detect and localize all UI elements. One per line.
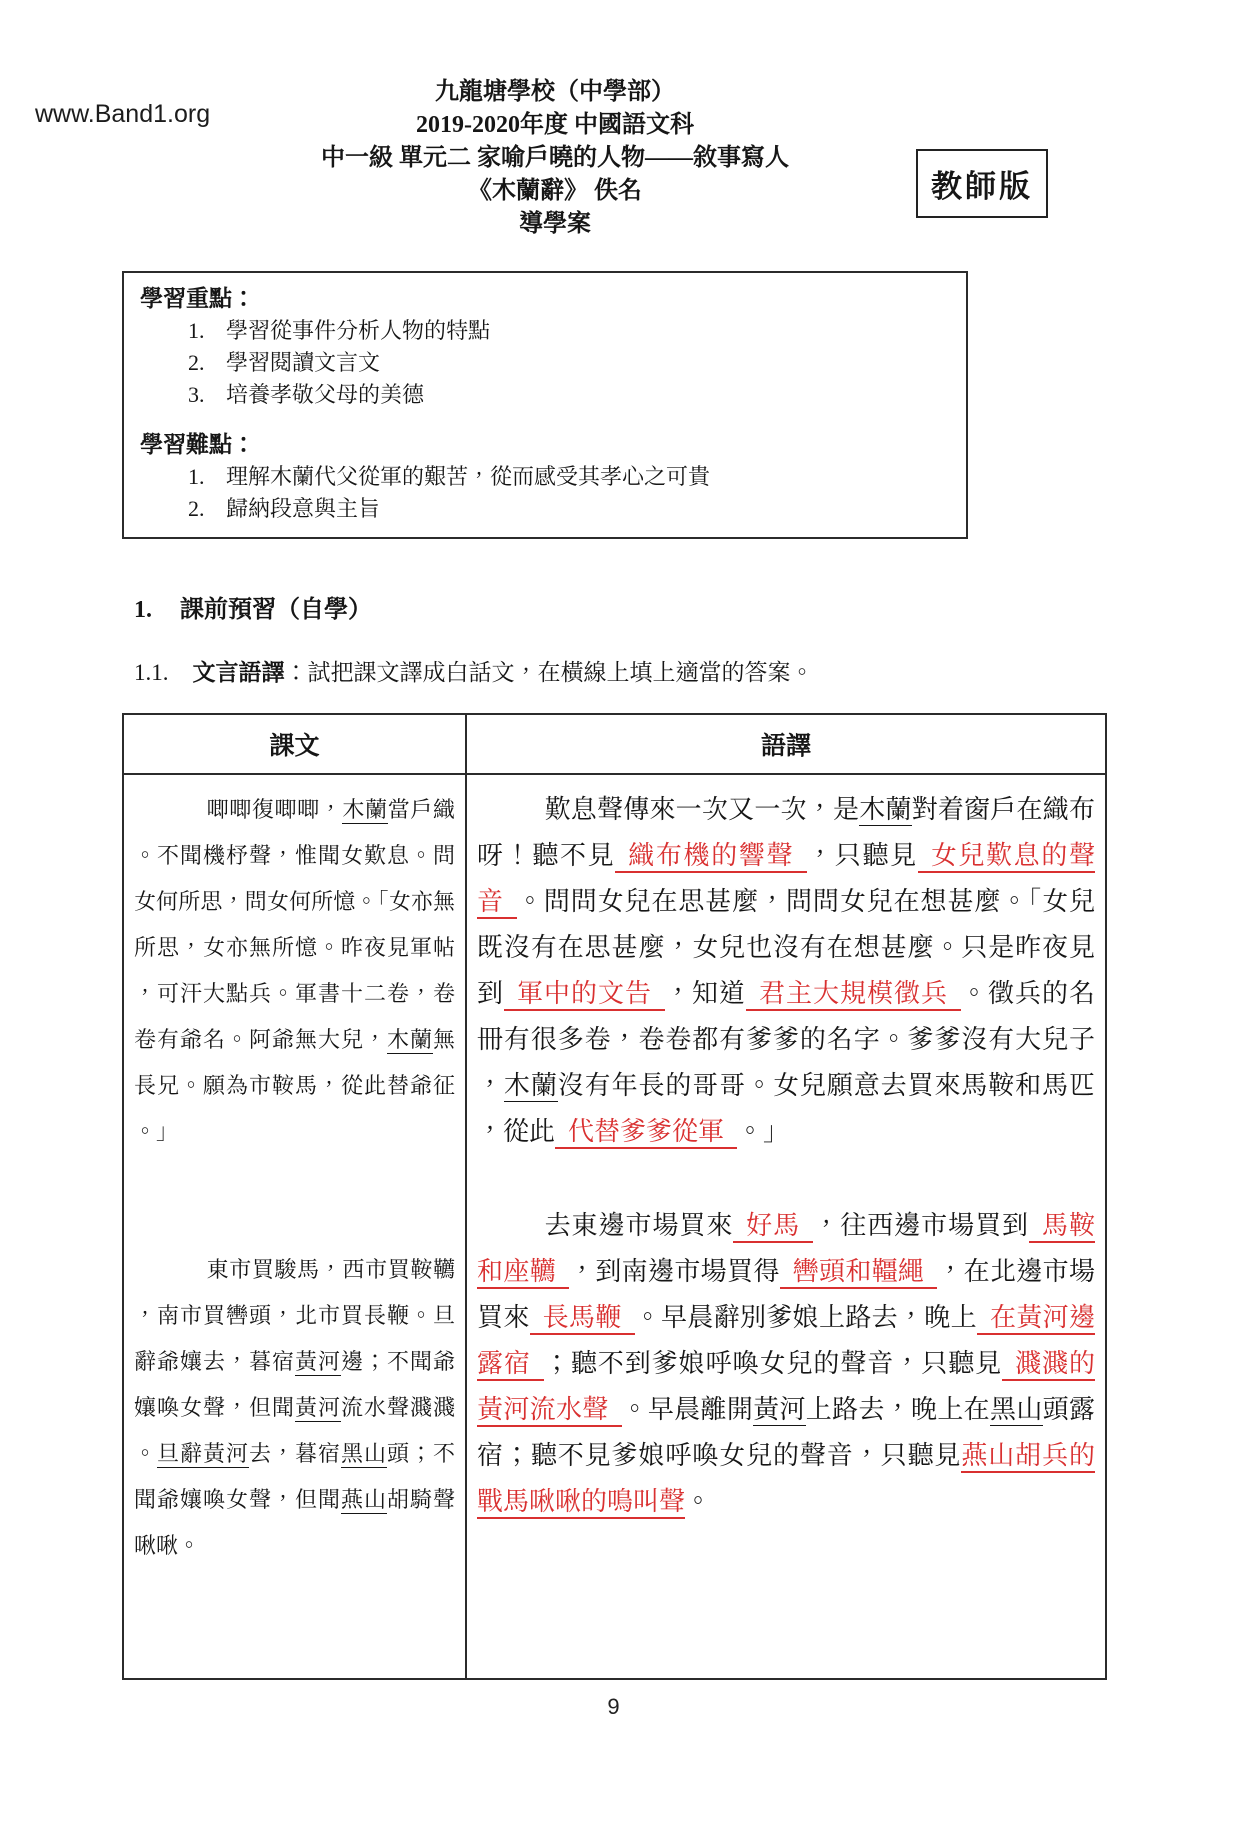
item-text: 培養孝敬父母的美德: [226, 382, 425, 407]
text-segment: 當戶織。不聞機杼聲，惟聞女歎息。問女何所思，問女何所憶。「女亦無所思，女亦無所憶。昨夜見軍帖，可汗大點兵。軍書十二卷，卷卷有爺名。阿爺無大兒，: [134, 797, 455, 1052]
text-segment: ，知道: [664, 979, 746, 1008]
difficulty-item: [140, 493, 950, 525]
proper-noun: 木蘭: [503, 1071, 558, 1100]
proper-noun: 黃河: [753, 1395, 806, 1424]
item-number: 3.: [188, 382, 205, 407]
proper-noun: 燕山: [340, 1487, 387, 1512]
proper-noun: 黃河: [294, 1349, 341, 1374]
proper-noun: 旦辭黃河: [157, 1441, 249, 1466]
text-segment: 歎息聲傳來一次又一次，是: [544, 795, 860, 824]
translation-paragraph-1: [477, 787, 1095, 1155]
translation-table: [122, 713, 1107, 1680]
text-segment: 頭露宿；聽不見爹娘呼喚女兒的聲音，只聽見: [477, 1395, 1095, 1470]
answer-blank: 馬鞍和座韉: [477, 1211, 1095, 1289]
answer-blank: 軍中的文告: [504, 979, 665, 1011]
text-segment: 。」: [737, 1117, 790, 1146]
text-segment: 。: [685, 1487, 712, 1516]
subsection-heading: [134, 654, 1240, 687]
page-number: 9: [607, 1694, 620, 1719]
proper-noun: 木蘭: [342, 797, 388, 822]
answer-blank: 織布機的響聲: [615, 841, 807, 873]
text-segment: 。問問女兒在思甚麼，問問女兒在想甚麼。「女兒既沒有在思甚麼，女兒也沒有在想甚麼。只是昨夜見到: [477, 887, 1095, 1008]
item-text: 理解木蘭代父從軍的艱苦，從而感受其孝心之可貴: [226, 464, 711, 489]
text-segment: 。早晨辭別爹娘上路去，晚上: [634, 1303, 977, 1332]
text-segment: ；聽不到爹娘呼喚女兒的聲音，只聽見: [543, 1349, 1003, 1378]
text-title: 《木蘭辭》 佚名: [468, 178, 642, 204]
item-number: 1.: [188, 464, 205, 489]
text-segment: 流水聲濺濺。: [134, 1395, 455, 1466]
item-text: 學習從事件分析人物的特點: [226, 318, 491, 343]
text-segment: 上路去，晚上在: [805, 1395, 990, 1424]
text-segment: ，往西邊市場買到: [813, 1211, 1029, 1240]
answer-blank: 在黃河邊露宿: [477, 1303, 1095, 1381]
unit-title: 中一級 單元二 家喻戶曉的人物——敘事寫人: [321, 145, 789, 171]
text-segment: 頭；不聞爺孃喚女聲，但聞: [134, 1441, 455, 1512]
text-segment: 對着窗戶在織布呀！聽不見: [477, 795, 1095, 870]
text-segment: 去東邊市場買來: [544, 1211, 734, 1240]
text-segment: 。徵兵的名冊有很多卷，卷卷都有爹爹的名字。爹爹沒有大兒子，: [477, 979, 1095, 1100]
focus-title: 學習重點：: [140, 286, 255, 311]
answer-blank: 濺濺的黃河流水聲: [477, 1349, 1095, 1427]
answer-blank: 燕山胡兵的戰馬啾啾的鳴叫聲: [477, 1441, 1095, 1519]
focus-item: [140, 315, 950, 347]
answer-blank: 好馬: [733, 1211, 813, 1243]
item-number: 2.: [188, 350, 205, 375]
table-body-row: [123, 774, 1106, 1679]
item-text: 歸納段意與主旨: [226, 496, 381, 521]
section-number: 1.: [134, 597, 152, 623]
translation-paragraph-2: [477, 1203, 1095, 1525]
section-heading: [134, 589, 1240, 624]
text-segment: ，只聽見: [807, 841, 918, 870]
focus-item: [140, 379, 950, 411]
proper-noun: 木蘭: [859, 795, 912, 824]
text-segment: ，到南邊市場買得: [569, 1257, 780, 1286]
document-header: [120, 76, 990, 241]
item-number: 2.: [188, 496, 205, 521]
text-segment: ，在北邊市場買來: [477, 1257, 1095, 1332]
table-header-row: [123, 714, 1106, 774]
source-paragraph-2: [134, 1247, 455, 1569]
proper-noun: 黑山: [990, 1395, 1043, 1424]
text-segment: 唧唧復唧唧，: [206, 797, 343, 822]
year-subject: 2019-2020年度 中國語文科: [416, 112, 694, 138]
focus-item: [140, 347, 950, 379]
text-segment: 邊；不聞爺孃喚女聲，但聞: [134, 1349, 455, 1420]
source-column-header: 課文: [123, 714, 466, 774]
translation-column-header: 語譯: [466, 714, 1106, 774]
text-segment: 胡騎聲啾啾。: [134, 1487, 455, 1558]
subsection-description: ：試把課文譯成白話文，在橫線上填上適當的答案。: [284, 660, 814, 685]
difficulty-item: [140, 461, 950, 493]
source-text-cell: [123, 774, 466, 1679]
text-segment: 東市買駿馬，西市買鞍韉，南市買轡頭，北市買長鞭。旦辭爺孃去，暮宿: [134, 1257, 455, 1374]
text-segment: 沒有年長的哥哥。女兒願意去買來馬鞍和馬匹，從此: [477, 1071, 1095, 1146]
school-name: 九龍塘學校（中學部）: [435, 79, 675, 105]
proper-noun: 黑山: [340, 1441, 387, 1466]
site-watermark: www.Band1.org: [35, 100, 211, 128]
doc-type: 導學案: [519, 211, 591, 237]
answer-blank: 長馬鞭: [530, 1303, 635, 1335]
answer-blank: 女兒歎息的聲音: [477, 841, 1095, 919]
section-title: 課前預習（自學）: [180, 597, 372, 623]
answer-blank: 君主大規模徵兵: [746, 979, 961, 1011]
source-paragraph-1: [134, 787, 455, 1155]
text-segment: 。早晨離開: [621, 1395, 754, 1424]
text-segment: 無長兄。願為市鞍馬，從此替爺征。」: [134, 1027, 455, 1144]
subsection-number: 1.1.: [134, 660, 169, 685]
proper-noun: 木蘭: [386, 1027, 433, 1052]
item-text: 學習閱讀文言文: [226, 350, 381, 375]
teacher-version-badge: 教師版: [916, 149, 1048, 218]
text-segment: 去，暮宿: [248, 1441, 341, 1466]
translation-text-cell: [466, 774, 1106, 1679]
answer-blank: 代替爹爹從軍: [555, 1117, 737, 1149]
worksheet-page: [0, 76, 1240, 1830]
proper-noun: 黃河: [294, 1395, 341, 1420]
item-number: 1.: [188, 318, 205, 343]
difficulty-title: 學習難點：: [140, 432, 255, 457]
objectives-box: [122, 271, 968, 539]
answer-blank: 轡頭和韁繩: [780, 1257, 938, 1289]
subsection-label: 文言語譯: [192, 660, 285, 685]
